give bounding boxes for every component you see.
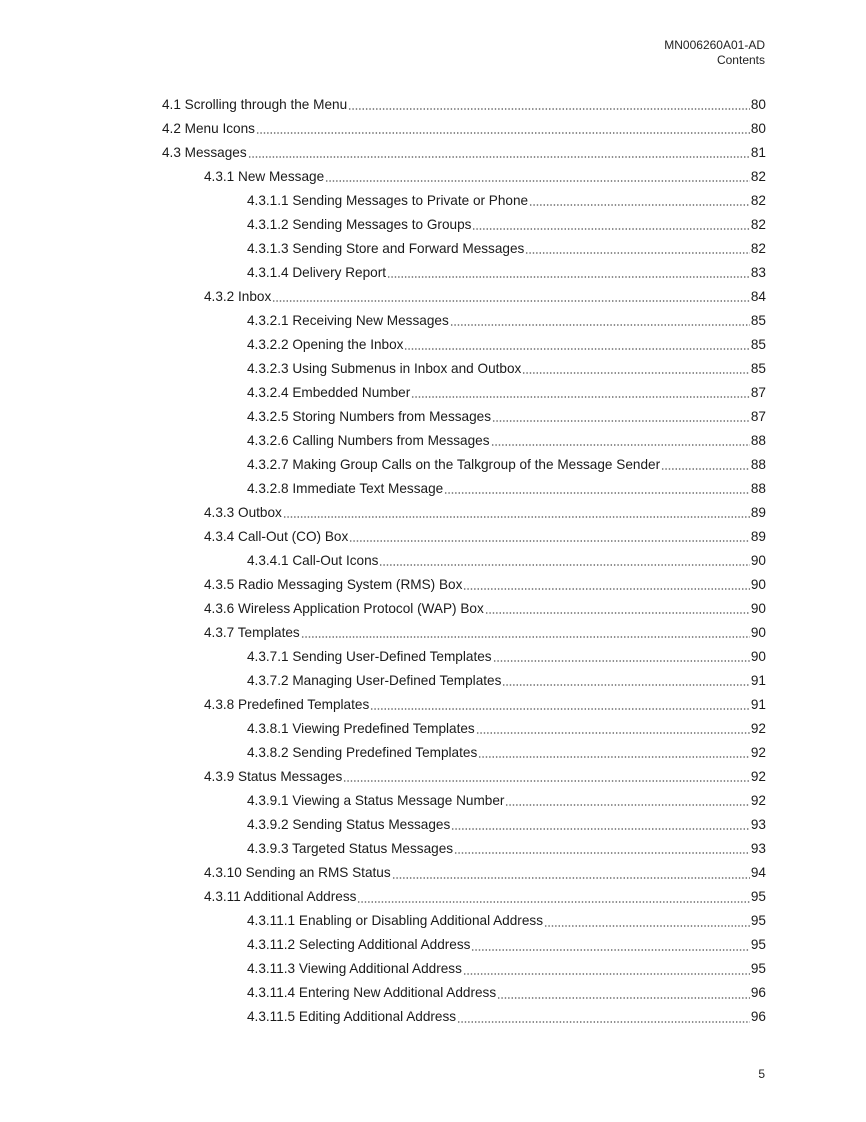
toc-entry-title[interactable]: 4.3.6 Wireless Application Protocol (WAP) Box [204,600,484,616]
toc-entry[interactable] [0,380,866,404]
dot-leader [444,492,750,494]
dot-leader [472,228,749,230]
toc-entry-title[interactable]: 4.3.3 Outbox [204,504,282,520]
dot-leader [661,468,750,470]
toc-entry[interactable] [0,476,866,500]
toc-entry-page[interactable]: 82 [750,216,766,232]
toc-entry-page[interactable]: 85 [750,312,766,328]
dot-leader [502,684,749,686]
toc-entry-title[interactable]: 4.3.11.1 Enabling or Disabling Additional Address [247,913,543,929]
toc-entry-page[interactable]: 95 [750,937,766,953]
toc-entry[interactable] [0,933,866,957]
toc-entry-page[interactable]: 95 [750,961,766,977]
dot-leader [454,852,750,854]
toc-entry-title[interactable]: 4.3.11.2 Selecting Additional Address [247,937,471,953]
toc-entry-title[interactable]: 4.3.2.5 Storing Numbers from Messages [247,408,492,424]
toc-entry-page[interactable]: 80 [750,96,766,112]
dot-leader [379,564,749,566]
toc-entry[interactable] [0,284,866,308]
toc-entry-page[interactable]: 87 [750,384,766,400]
table-of-contents [0,92,866,1029]
toc-entry[interactable] [0,308,866,332]
dot-leader [492,420,750,422]
dot-leader [522,372,750,374]
toc-entry-page[interactable]: 92 [750,768,766,784]
toc-entry-title[interactable]: 4.3.11.5 Editing Additional Address [247,1009,457,1025]
dot-leader [370,708,750,710]
toc-entry-title[interactable]: 4.3.2.4 Embedded Number [247,384,411,400]
toc-entry-title[interactable]: 4.3.8 Predefined Templates [204,696,370,712]
dot-leader [450,324,750,326]
toc-entry-page[interactable]: 91 [750,696,766,712]
toc-entry[interactable] [0,212,866,236]
toc-entry-page[interactable]: 91 [750,672,766,688]
doc-number: MN006260A01-AD [664,38,765,52]
toc-entry[interactable] [0,332,866,356]
dot-leader [476,732,750,734]
toc-entry-title[interactable]: 4.1 Scrolling through the Menu [162,96,348,112]
dot-leader [283,516,750,518]
toc-entry-title[interactable]: 4.3.1.3 Sending Store and Forward Messages [247,240,525,256]
toc-entry-page[interactable]: 92 [750,744,766,760]
toc-entry[interactable] [0,764,866,788]
toc-entry-page[interactable]: 82 [750,240,766,256]
toc-entry-page[interactable]: 84 [750,288,766,304]
toc-entry[interactable] [0,981,866,1005]
toc-entry-page[interactable]: 87 [750,408,766,424]
toc-entry-page[interactable]: 90 [750,600,766,616]
toc-entry-page[interactable]: 82 [750,192,766,208]
toc-entry[interactable] [0,909,866,933]
toc-entry[interactable] [0,812,866,836]
dot-leader [404,348,749,350]
toc-entry-page[interactable]: 92 [750,792,766,808]
toc-entry-page[interactable]: 80 [750,120,766,136]
dot-leader [348,108,750,110]
toc-entry[interactable] [0,164,866,188]
toc-entry-page[interactable]: 82 [750,168,766,184]
toc-entry-page[interactable]: 90 [750,552,766,568]
dot-leader [325,180,750,182]
toc-entry[interactable] [0,668,866,692]
toc-entry[interactable] [0,836,866,860]
toc-entry[interactable] [0,644,866,668]
toc-entry-title[interactable]: 4.3.2.7 Making Group Calls on the Talkgroup of the Message Sender [247,456,661,472]
toc-entry-title[interactable]: 4.3.1 New Message [204,168,325,184]
toc-entry[interactable] [0,957,866,981]
toc-entry-page[interactable]: 92 [750,720,766,736]
toc-entry-title[interactable]: 4.3.4.1 Call-Out Icons [247,552,379,568]
toc-entry-title[interactable]: 4.3.8.1 Viewing Predefined Templates [247,720,475,736]
toc-entry[interactable] [0,116,866,140]
toc-entry-title[interactable]: 4.3.2.6 Calling Numbers from Messages [247,432,490,448]
toc-entry-page[interactable]: 88 [750,432,766,448]
toc-entry[interactable] [0,788,866,812]
toc-entry-title[interactable]: 4.3.9.3 Targeted Status Messages [247,840,454,856]
dot-leader [248,156,750,158]
toc-entry-title[interactable]: 4.3.9.2 Sending Status Messages [247,816,451,832]
toc-entry-title[interactable]: 4.2 Menu Icons [162,120,255,136]
dot-leader [505,804,749,806]
toc-entry[interactable] [0,404,866,428]
toc-entry-page[interactable]: 81 [750,144,766,160]
dot-leader [272,300,750,302]
toc-entry-title[interactable]: 4.3.1.1 Sending Messages to Private or Phone [247,192,529,208]
toc-entry-title[interactable]: 4.3.9.1 Viewing a Status Message Number [247,792,505,808]
toc-entry[interactable] [0,861,866,885]
toc-entry-page[interactable]: 88 [750,456,766,472]
toc-entry-title[interactable]: 4.3.7.1 Sending User-Defined Templates [247,648,492,664]
dot-leader [387,276,750,278]
toc-entry-page[interactable]: 95 [750,913,766,929]
dot-leader [493,660,750,662]
toc-entry-title[interactable]: 4.3.1.4 Delivery Report [247,264,387,280]
toc-entry-title[interactable]: 4.3.7.2 Managing User-Defined Templates [247,672,502,688]
toc-entry[interactable] [0,452,866,476]
dot-leader [525,252,750,254]
toc-entry-title[interactable]: 4.3.11.4 Entering New Additional Address [247,985,497,1001]
dot-leader [491,444,750,446]
toc-entry-title[interactable]: 4.3.2.8 Immediate Text Message [247,480,444,496]
toc-entry-page[interactable]: 89 [750,528,766,544]
toc-entry-page[interactable]: 94 [750,865,766,880]
dot-leader [392,877,750,879]
dot-leader [463,588,749,590]
toc-entry-title[interactable]: 4.3.11.3 Viewing Additional Address [247,961,462,977]
toc-entry-page[interactable]: 85 [750,336,766,352]
toc-entry-page[interactable]: 90 [750,624,766,640]
dot-leader [485,612,750,614]
toc-entry-title[interactable]: 4.3.7 Templates [204,624,300,640]
toc-entry[interactable] [0,236,866,260]
toc-entry-title[interactable]: 4.3.10 Sending an RMS Status [204,865,391,880]
toc-entry-page[interactable]: 83 [750,264,766,280]
dot-leader [478,756,750,758]
toc-entry[interactable] [0,140,866,164]
toc-entry[interactable] [0,620,866,644]
toc-entry-page[interactable]: 95 [750,889,766,905]
toc-entry[interactable] [0,716,866,740]
toc-entry-page[interactable]: 89 [750,504,766,520]
toc-entry-title[interactable]: 4.3.9 Status Messages [204,768,343,784]
toc-entry-page[interactable]: 93 [750,840,766,856]
toc-entry[interactable] [0,885,866,909]
dot-leader [349,540,750,542]
dot-leader [471,949,749,951]
toc-entry-title[interactable]: 4.3.1.2 Sending Messages to Groups [247,216,472,232]
dot-leader [463,973,750,975]
toc-entry-title[interactable]: 4.3.2.2 Opening the Inbox [247,336,404,352]
page-number: 5 [758,1067,765,1081]
dot-leader [457,1021,750,1023]
toc-entry[interactable] [0,548,866,572]
toc-entry-page[interactable]: 88 [750,480,766,496]
toc-entry[interactable] [0,692,866,716]
toc-entry-page[interactable]: 90 [750,648,766,664]
toc-entry[interactable] [0,524,866,548]
toc-entry-title[interactable]: 4.3.8.2 Sending Predefined Templates [247,744,478,760]
toc-entry-title[interactable]: 4.3.5 Radio Messaging System (RMS) Box [204,576,463,592]
toc-entry-page[interactable]: 96 [750,985,766,1001]
toc-entry-title[interactable]: 4.3.2.3 Using Submenus in Inbox and Outbox [247,360,522,376]
toc-entry[interactable] [0,92,866,116]
page-header [664,38,765,68]
toc-entry[interactable] [0,596,866,620]
dot-leader [256,132,750,134]
dot-leader [343,780,750,782]
toc-entry-title[interactable]: 4.3 Messages [162,144,247,160]
toc-entry[interactable] [0,1005,866,1029]
toc-entry[interactable] [0,260,866,284]
toc-entry-page[interactable]: 90 [750,576,766,592]
toc-entry-page[interactable]: 93 [750,816,766,832]
toc-entry[interactable] [0,356,866,380]
toc-entry[interactable] [0,572,866,596]
toc-entry-title[interactable]: 4.3.4 Call-Out (CO) Box [204,528,349,544]
toc-entry[interactable] [0,500,866,524]
toc-entry-title[interactable]: 4.3.2.1 Receiving New Messages [247,312,449,328]
toc-entry-page[interactable]: 85 [750,360,766,376]
dot-leader [529,204,750,206]
toc-entry-title[interactable]: 4.3.2 Inbox [204,288,272,304]
dot-leader [301,636,750,638]
dot-leader [357,901,749,903]
toc-entry[interactable] [0,740,866,764]
dot-leader [497,997,750,999]
dot-leader [411,396,750,398]
toc-entry-page[interactable]: 96 [750,1009,766,1025]
dot-leader [451,828,750,830]
toc-entry[interactable] [0,428,866,452]
section-title: Contents [716,53,765,67]
dot-leader [544,925,750,927]
toc-entry[interactable] [0,188,866,212]
toc-entry-title[interactable]: 4.3.11 Additional Address [204,889,357,905]
